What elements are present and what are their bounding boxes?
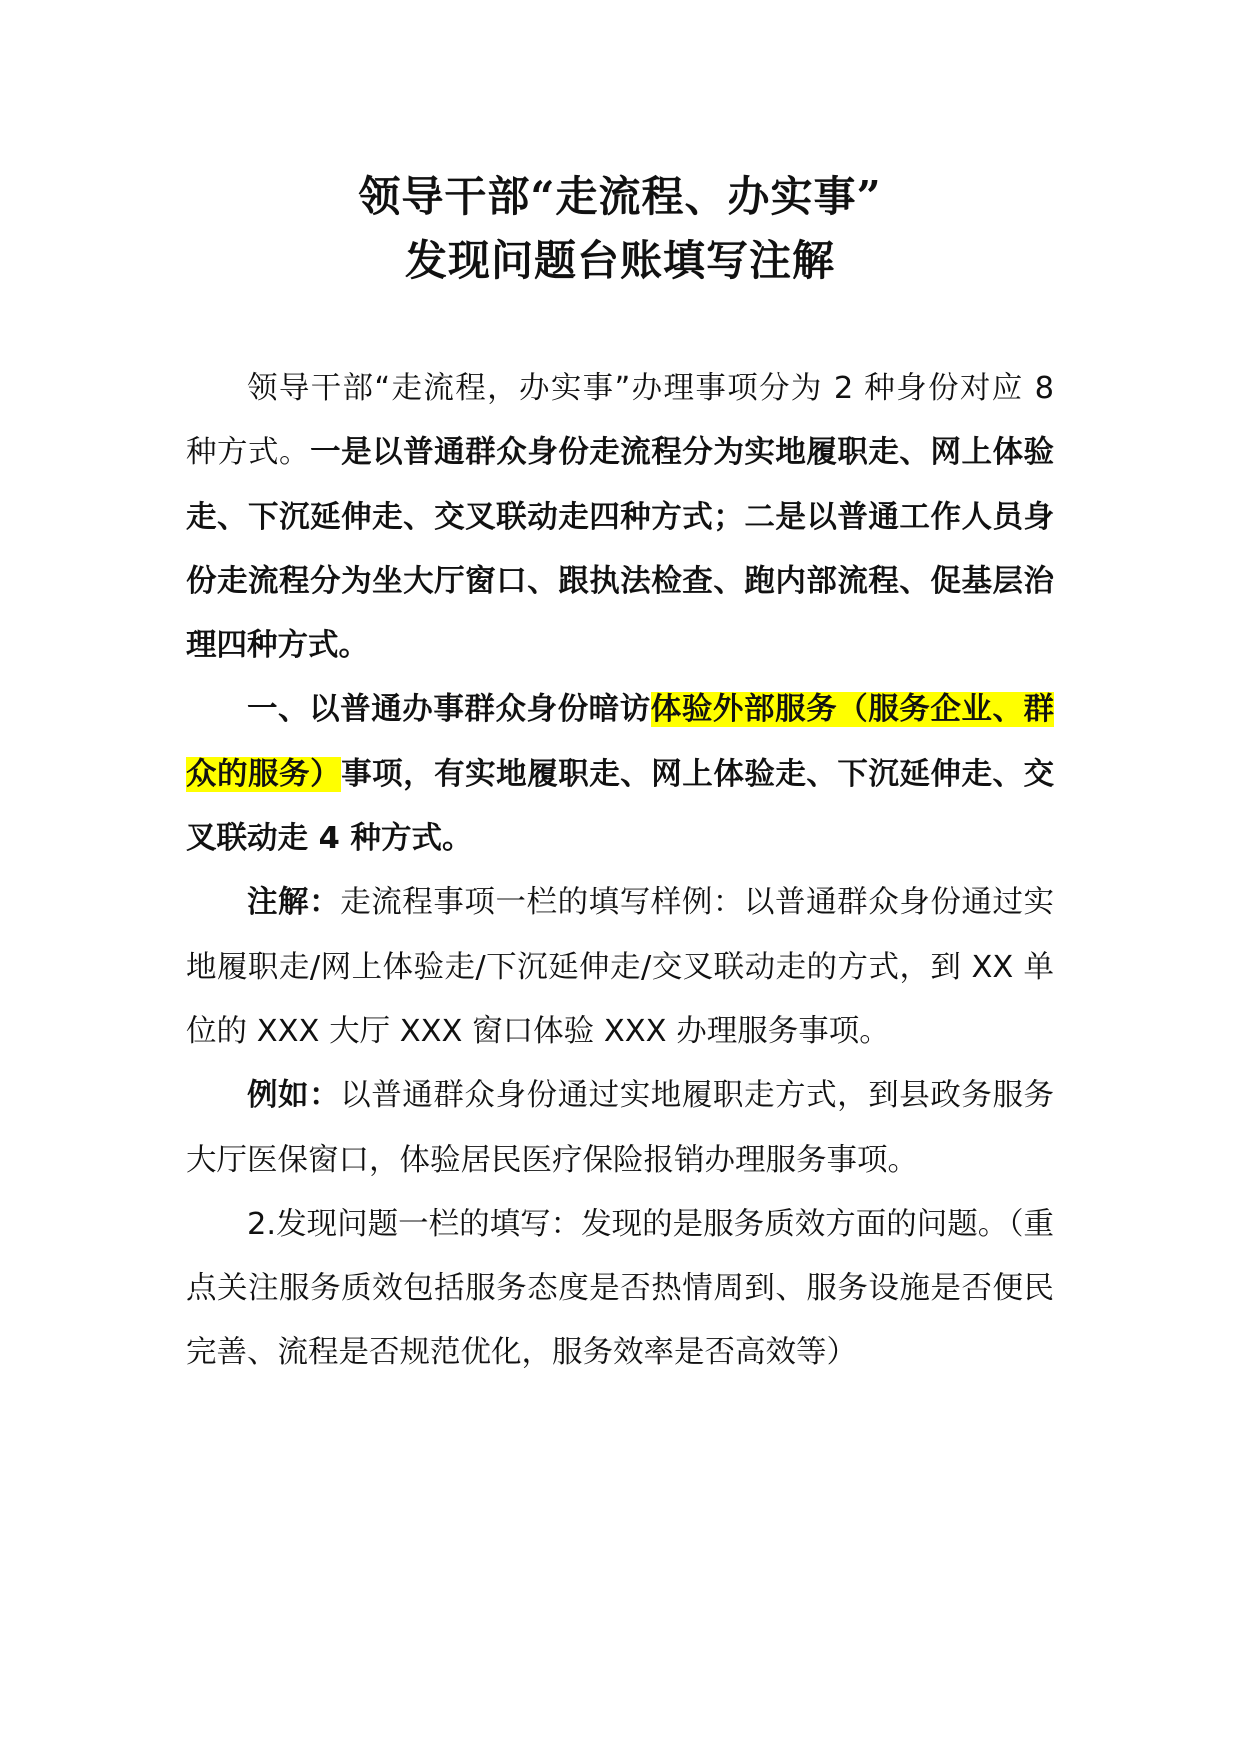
document-body bbox=[186, 357, 1054, 1386]
overview-text: 领导干部“走流程，办实事”办理事项分为 2 种身份对应 8 种方式。 bbox=[186, 371, 1054, 471]
example-text: 以普通群众身份通过实地履职走方式，到县政务服务大厅医保窗口，体验居民医疗保险报销办理服务事项。 bbox=[186, 1078, 1055, 1178]
problems-note: （重点关注服务质效包括服务态度是否热情周到、服务设施是否便民完善、流程是否规范优化，服务效率是否高效等） bbox=[186, 1206, 1054, 1371]
annotation-text: 走流程事项一栏的填写样例：以普通群众身份通过实地履职走/网上体验走/下沉延伸走/交叉联动走的方式，到 XX 单位的 XXX 大厅 XXX 窗口体验 XXX 办理服务事项。 bbox=[186, 885, 1055, 1049]
section-one-rest: 事项，有实地履职走、网上体验走、下沉延伸走、交叉联动走 4 种方式。 bbox=[186, 756, 1054, 857]
section-one-heading: 一、以普通办事群众身份暗访 bbox=[247, 692, 651, 728]
problems-text: 2.发现问题一栏的填写：发现的是服务质效方面的问题。 bbox=[247, 1206, 1009, 1242]
highlighted-text: 体验外部服务（服务企业、群众的服务） bbox=[186, 692, 1055, 792]
title-line-1: 领导干部“走流程、办实事” bbox=[358, 172, 882, 221]
overview-bold-text: 一是以普通群众身份走流程分为实地履职走、网上体验走、下沉延伸走、交叉联动走四种方式；二是以普通工作人员身份走流程分为坐大厅窗口、跟执法检查、跑内部流程、促基层治理四种方式。 bbox=[186, 435, 1055, 664]
paragraph-problems bbox=[186, 1193, 1054, 1386]
paragraph-section-one bbox=[186, 678, 1054, 871]
document-title bbox=[0, 165, 1240, 293]
paragraph-example bbox=[186, 1064, 1054, 1193]
title-line-2: 发现问题台账填写注解 bbox=[404, 236, 835, 285]
example-label: 例如： bbox=[247, 1078, 341, 1114]
paragraph-annotation bbox=[186, 871, 1054, 1064]
annotation-label: 注解： bbox=[247, 885, 341, 921]
paragraph-overview bbox=[186, 357, 1054, 678]
